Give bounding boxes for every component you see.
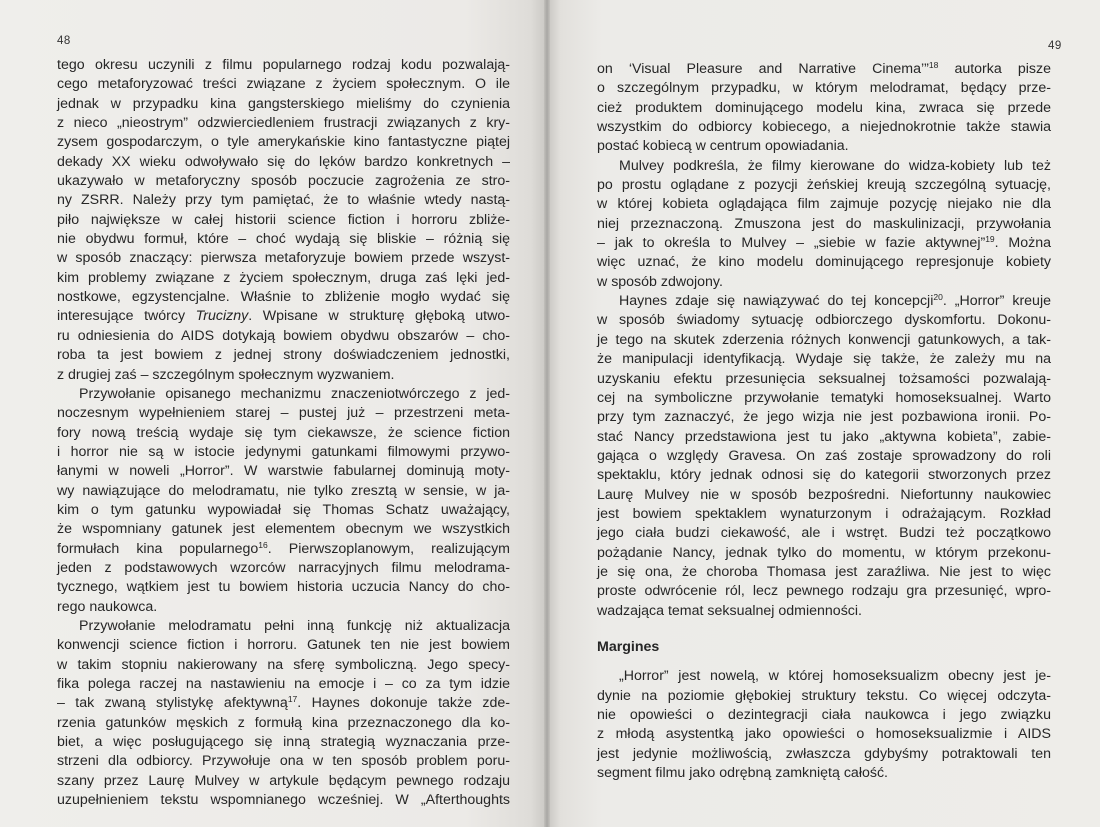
text-line: tego okresu uczynili z filmu popularnego rodzaj kodu pozwalają- bbox=[57, 57, 510, 73]
section-spacer bbox=[597, 621, 1051, 638]
text-line: gająca o względy Gravesa. On zaś zostaje sprowadzony do roli bbox=[597, 447, 1051, 464]
text-line: z młodą asystentką jako opowieści o homoseksualizmie i AIDS bbox=[597, 726, 1051, 743]
body-text bbox=[597, 60, 1051, 783]
text-line: ru odniesienia do AIDS dotykają bowiem obydwu obszarów – cho- bbox=[57, 327, 510, 344]
footnote-ref: 16 bbox=[258, 539, 268, 550]
text-line: strzeni dla odbiorcy. Przywołuje ona w ten sposób problem poru- bbox=[57, 753, 510, 770]
footnote-ref: 17 bbox=[287, 694, 298, 705]
text-line: ny ZSRR. Należy przy tym pamiętać, że to właśnie wtedy nastą- bbox=[57, 192, 510, 209]
text-line: dynie na poziomie głębokiej struktury tekstu. Co więcej odczyta- bbox=[597, 687, 1051, 704]
text-line: o szczególnym przypadku, w którym melodramat, będący prze- bbox=[597, 80, 1051, 97]
footnote-ref: 18 bbox=[928, 60, 939, 70]
text-line: jednak w przypadku kina gangsterskiego mieliśmy do czynienia bbox=[57, 95, 510, 112]
text-line: po prostu oglądane z pozycji żeńskiej kreują szczególną sytuację, bbox=[597, 177, 1051, 194]
text-line: fika polega raczej na nastawieniu na emocje i – co za tym idzie bbox=[57, 676, 510, 692]
text-line: w takim stopniu nakierowany na sferę symboliczną. Jego specy- bbox=[57, 656, 510, 673]
text-line: Haynes zdaje się nawiązywać do tej koncepcji$^{20}$. „Horror” kreuje bbox=[619, 292, 1051, 310]
text-line: jest bowiem spektaklem wynaturzonym i odrażającym. Rozkład bbox=[597, 505, 1051, 522]
text-line: noczesnym wypełnieniem starej – pustej już – przestrzeni meta- bbox=[57, 405, 510, 422]
text-line: Mulvey podkreśla, że filmy kierowane do widza-kobiety lub też bbox=[619, 157, 1051, 174]
text-line: postać kobiecą w centrum opowiadania. bbox=[597, 138, 849, 155]
text-line: w sposób świadomy sytuację odbiorczego dyskomfortu. Dokonu- bbox=[597, 312, 1051, 329]
text-line: kim o tym gatunku wypowiadał się Thomas Schatz uważający, bbox=[57, 501, 510, 518]
text-line: że manipulacji identyfikacją. Wydaje się także, że zależy mu na bbox=[597, 351, 1051, 368]
text-line: interesujące twórcy Trucizny. Wpisane w strukturę głęboką utwo- bbox=[57, 308, 510, 325]
text-line: niej przeznaczoną. Zmuszona jest do maskulinizacji, przywołania bbox=[597, 215, 1051, 232]
text-line: wy nawiązujące do melodramatu, nie tylko zresztą w sensie, w ja- bbox=[57, 482, 510, 499]
text-line: „Horror” jest nowelą, w której homoseksualizm obecny jest je- bbox=[619, 668, 1051, 685]
page-number: 49 bbox=[1048, 40, 1062, 52]
text-line: wszystkim do odbiorcy kobiecego, a niejednokrotnie także stawia bbox=[597, 119, 1051, 136]
text-line: cego metaforyzować treści związane z życiem społecznym. O ile bbox=[57, 76, 510, 93]
text-line: nie opowieści o dezintegracji ciała naukowca i jego związku bbox=[597, 707, 1051, 723]
film-title: Trucizny bbox=[195, 308, 249, 325]
text-line: łanymi w noweli „Horror”. W warstwie fabularnej dominują moty- bbox=[57, 463, 510, 480]
text-line: roba ta jest bowiem z jednej strony doświadczeniem jednostki, bbox=[57, 347, 510, 364]
text-line: biet, a więc posługującego się inną strategią wyznaczania prze- bbox=[57, 734, 510, 751]
body-text bbox=[57, 56, 510, 810]
text-line: i horror nie są w istocie jedynymi gatunkami filmowymi przywo- bbox=[57, 443, 510, 460]
text-line: tycznego, wątkiem jest tu bowiem historia uczucia Nancy do cho- bbox=[57, 579, 510, 596]
text-line: formułach kina popularnego$^{16}$. Pierwszoplanowym, realizującym bbox=[57, 539, 510, 557]
section-heading: Margines bbox=[597, 638, 660, 655]
footnote-ref: 19 bbox=[985, 234, 995, 245]
text-line: Laurę Mulvey nie w sposób bezpośredni. Niefortunny naukowiec bbox=[597, 486, 1051, 503]
text-line: proste odwrócenie ról, lecz pewnego rodzaju gra przesunięć, wpro- bbox=[597, 583, 1051, 600]
text-line: w której kobieta oglądająca film zajmuje pozycję niejako nie dla bbox=[597, 196, 1051, 213]
text-line: on ‘Visual Pleasure and Narrative Cinema’”$^{18}$ autorka pisze bbox=[597, 60, 1051, 77]
book-gutter bbox=[544, 0, 550, 827]
text-line: szany przez Laurę Mulvey w artykule będącym pewnego rodzaju bbox=[57, 772, 510, 789]
text-line: wadzająca temat seksualnej odmienności. bbox=[597, 602, 862, 619]
text-line: – jak to określa to Mulvey – „siebie w fazie aktywnej”$^{19}$. Można bbox=[597, 234, 1051, 252]
text-line: uzupełnieniem tekstu wspomnianego wcześniej. W „Afterthoughts bbox=[57, 792, 510, 809]
text-line: z nieco „nieostrym” odzwierciedleniem frustracji związanych z kry- bbox=[57, 115, 510, 132]
text-line: je się ona, że choroba Thomasa jest zaraźliwa. Nie jest to więc bbox=[597, 563, 1051, 580]
text-line: że wspomniany gatunek jest elementem obecnym we wszystkich bbox=[57, 521, 510, 538]
text-line: fory nową treścią wydaje się tym ciekawsze, że science fiction bbox=[57, 424, 510, 441]
text-line: jest jedynie możliwością, zwłaszcza gdybyśmy potraktowali ten bbox=[597, 745, 1051, 762]
text-line: pożądanie Nancy, jednak tylko do momentu, w którym przekonu- bbox=[597, 544, 1051, 561]
text-line: stać Nancy przedstawiona jest tu jako „aktywna kobieta”, zabie- bbox=[597, 428, 1051, 445]
text-line: jego ciała budzi ciekawość, ale i wstręt. Budzi też początkowo bbox=[597, 525, 1051, 542]
text-line: dekady XX wieku odwoływało się do lęków bardzo konkretnych – bbox=[57, 153, 510, 170]
text-line: Przywołanie opisanego mechanizmu znaczeniotwórczego z jed- bbox=[79, 385, 510, 402]
text-line: piło największe w całej historii science fiction i horroru zbliże- bbox=[57, 211, 510, 228]
text-line: Przywołanie melodramatu pełni inną funkcję niż aktualizacja bbox=[79, 617, 510, 634]
text-line: nie obydwu formuł, które – choć wydają się bliskie – różnią się bbox=[57, 231, 510, 248]
text-line: kim problemy związane z życiem społecznym, druga zaś lęki jed- bbox=[57, 269, 510, 286]
text-line: je tego na skutek zderzenia różnych konwencji gatunkowych, a tak- bbox=[597, 331, 1051, 348]
text-line: rego naukowca. bbox=[57, 598, 158, 615]
text-line: rzenia gatunków męskich z formułą kina przeznaczonego dla ko- bbox=[57, 714, 510, 731]
text-line: spektaklu, który jednak odnosi się do kategorii stworzonych przez bbox=[597, 467, 1051, 484]
text-line: cej na symboliczne przywołanie tematyki homoseksualnej. Warto bbox=[597, 389, 1051, 406]
text-line: zysem gospodarczym, o tyle amerykańskie kino fantastyczne piątej bbox=[57, 134, 510, 151]
text-line: jeden z podstawowych wzorców narracyjnych filmu melodrama- bbox=[57, 559, 510, 576]
page-number: 48 bbox=[57, 35, 71, 47]
section-spacer bbox=[597, 657, 1051, 667]
text-line: uzyskaniu efektu przesunięcia seksualnej tożsamości pozwalają- bbox=[597, 370, 1051, 387]
left-page bbox=[0, 0, 547, 827]
text-line: w sposób znaczący: pierwsza metaforyzuje bowiem przede wszyst- bbox=[57, 250, 510, 267]
footnote-ref: 20 bbox=[933, 292, 943, 303]
text-line: cież produktem dominującego modelu kina, zwraca się przede bbox=[597, 99, 1051, 116]
text-line: więc uznać, że kino modelu dominującego represjonuje kobiety bbox=[597, 254, 1051, 271]
right-page bbox=[547, 0, 1100, 827]
text-line: konwencji science fiction i horroru. Gatunek ten nie jest bowiem bbox=[57, 637, 510, 654]
text-line: – tak zwaną stylistykę afektywną$^{17}$. Haynes dokonuje także zde- bbox=[57, 694, 510, 712]
text-line: przy tym zaznaczyć, że jego wizja nie jest pozbawiona ironii. Po- bbox=[597, 409, 1051, 426]
text-line: segment filmu jako odrębną zamkniętą całość. bbox=[597, 765, 888, 782]
text-line: z drugiej zaś – szczególnym społecznym wyzwaniem. bbox=[57, 366, 395, 383]
text-line: ukazywało w metaforyczny sposób poczucie zagrożenia ze stro- bbox=[57, 173, 510, 190]
text-line: nostkowe, egzystencjalne. Właśnie to zbliżenie mogło wydać się bbox=[57, 289, 510, 306]
text-line: w sposób zdwojony. bbox=[597, 273, 723, 290]
